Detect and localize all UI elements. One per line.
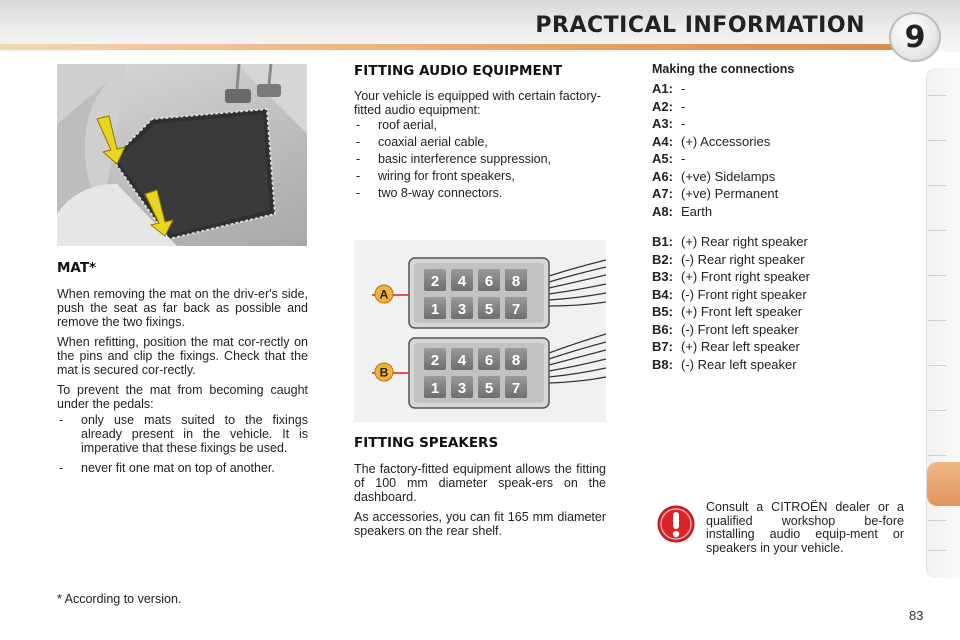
connection-row	[652, 268, 810, 286]
connector-b-pin: 8	[511, 352, 521, 369]
connection-value: (+) Rear right speaker	[681, 234, 808, 249]
connector-a-pin: 5	[484, 301, 494, 318]
connections-heading: Making the connections	[652, 62, 795, 76]
connection-key: A1:	[652, 81, 673, 96]
connection-row	[652, 303, 810, 321]
audio-body	[354, 89, 606, 202]
audio-list-item: - basic interference suppression,	[354, 151, 606, 168]
connection-value: (-) Front left speaker	[681, 321, 799, 337]
wires-b	[549, 334, 606, 383]
floor-mat-illustration	[57, 64, 307, 246]
chapter-number-badge: 9	[889, 12, 941, 62]
side-tab-divider	[928, 275, 946, 276]
side-tab-divider	[928, 230, 946, 231]
connector-a-pin: 7	[511, 301, 521, 318]
side-tab-divider	[928, 185, 946, 186]
connector-diagram-svg	[354, 240, 606, 422]
audio-intro: Your vehicle is equipped with certain factory-fitted audio equipment:	[354, 89, 601, 117]
speakers-heading: FITTING SPEAKERS	[354, 435, 499, 451]
connection-key: A7:	[652, 186, 673, 201]
connector-b-pin: 3	[457, 380, 467, 397]
connector-b-pin: 1	[430, 380, 440, 397]
mat-paragraph: When refitting, position the mat cor-rectly on the pins and clip the fixings. Check that the mat is secured cor-rectly.	[57, 335, 308, 377]
connection-key: A6:	[652, 168, 673, 184]
mat-paragraph: When removing the mat on the driv-er's side, push the seat as far back as possible and remove the two fixings.	[57, 287, 308, 329]
connection-value: (+ve) Sidelamps	[681, 168, 776, 184]
warning-exclamation-icon	[657, 505, 695, 543]
connection-key: A2:	[652, 98, 673, 114]
connector-b	[372, 338, 549, 408]
mat-paragraph: To prevent the mat from becoming caught under the pedals:	[57, 383, 308, 411]
side-tab-divider	[928, 320, 946, 321]
side-tab-divider	[928, 410, 946, 411]
connection-row	[652, 203, 778, 221]
connection-value: (+) Accessories	[681, 133, 771, 149]
wires-a	[549, 260, 606, 306]
connections-group-b	[652, 233, 810, 373]
connection-key: B2:	[652, 251, 673, 267]
side-tab-divider	[928, 95, 946, 96]
side-tab-divider	[928, 550, 946, 551]
connection-key: B1:	[652, 234, 673, 249]
connection-key: B4:	[652, 286, 673, 302]
connection-key: B7:	[652, 339, 673, 354]
mat-bullet-item: - only use mats suited to the fixings already present in the vehicle. It is imperative that these fixings be used.	[57, 413, 308, 455]
audio-list-item: - two 8-way connectors.	[354, 185, 606, 202]
connector-a-pin: 2	[430, 273, 440, 290]
warning-text: Consult a CITROËN dealer or a qualified workshop be-fore installing audio equip-ment or speakers in your vehicle.	[706, 500, 904, 555]
connection-value: (+) Front right speaker	[681, 269, 810, 284]
connector-diagram	[354, 240, 606, 422]
connection-row	[652, 251, 810, 269]
connection-row	[652, 150, 778, 168]
connector-b-pin: 2	[430, 352, 440, 369]
connector-a-pin: 8	[511, 273, 521, 290]
connection-row	[652, 233, 810, 251]
side-tab-active[interactable]	[927, 462, 960, 506]
connection-key: A3:	[652, 116, 673, 131]
speakers-paragraph: The factory-fitted equipment allows the fitting of 100 mm diameter speak-ers on the dashboard.	[354, 462, 606, 504]
connection-value: (+ve) Permanent	[681, 186, 779, 201]
connection-value: -	[681, 98, 686, 114]
connection-row	[652, 80, 778, 98]
connection-row	[652, 98, 778, 116]
audio-list-item: - roof aerial,	[354, 117, 606, 134]
connection-key: A8:	[652, 203, 673, 219]
connector-b-pin: 6	[484, 352, 494, 369]
connector-a	[372, 258, 549, 328]
floor-mat-photo	[57, 64, 307, 246]
connection-key: B5:	[652, 304, 673, 319]
connection-key: B6:	[652, 321, 673, 337]
footnote: * According to version.	[57, 592, 182, 606]
audio-heading: FITTING AUDIO EQUIPMENT	[354, 63, 563, 79]
speakers-body	[354, 462, 606, 544]
connection-key: A5:	[652, 151, 673, 166]
connections-group-a	[652, 80, 778, 220]
mat-body	[57, 287, 308, 475]
connector-a-pin: 4	[457, 273, 467, 290]
side-tab-divider	[928, 520, 946, 521]
connection-value: (-) Rear left speaker	[681, 356, 797, 372]
mat-bullet-list	[57, 413, 308, 475]
connector-a-pin: 6	[484, 273, 494, 290]
connection-row	[652, 133, 778, 151]
page-number: 83	[909, 608, 924, 623]
mat-bullet-item: - never fit one mat on top of another.	[57, 461, 308, 475]
connector-b-pin: 5	[484, 380, 494, 397]
connection-key: A4:	[652, 133, 673, 149]
connection-value: (+) Front left speaker	[681, 304, 803, 319]
connection-row	[652, 286, 810, 304]
audio-list-item: - coaxial aerial cable,	[354, 134, 606, 151]
connector-b-pin: 4	[457, 352, 467, 369]
connection-value: -	[681, 151, 686, 166]
side-tab-divider	[928, 140, 946, 141]
connector-a-pin: 1	[430, 301, 440, 318]
connection-value: -	[681, 116, 686, 131]
connection-value: (-) Rear right speaker	[681, 251, 805, 267]
connection-value: Earth	[681, 203, 713, 219]
audio-list-item: - wiring for front speakers,	[354, 168, 606, 185]
connection-key: B3:	[652, 269, 673, 284]
connection-row	[652, 338, 810, 356]
connector-b-pin: 7	[511, 380, 521, 397]
connector-b-label: B	[379, 365, 389, 380]
connection-row	[652, 185, 778, 203]
connector-a-label: A	[379, 287, 389, 302]
connector-a-pin: 3	[457, 301, 467, 318]
connection-key: B8:	[652, 356, 673, 372]
mat-heading: MAT*	[57, 260, 97, 276]
speakers-paragraph: As accessories, you can fit 165 mm diameter speakers on the rear shelf.	[354, 510, 606, 538]
audio-list	[354, 117, 606, 202]
side-tab-divider	[928, 365, 946, 366]
chapter-title: PRACTICAL INFORMATION	[535, 13, 865, 38]
side-tab-divider	[928, 455, 946, 456]
header-accent-bar	[0, 44, 900, 50]
connection-row	[652, 168, 778, 186]
connection-value: -	[681, 81, 686, 96]
connection-row	[652, 321, 810, 339]
connection-value: (-) Front right speaker	[681, 286, 807, 302]
connection-row	[652, 356, 810, 374]
connection-value: (+) Rear left speaker	[681, 339, 800, 354]
connection-row	[652, 115, 778, 133]
